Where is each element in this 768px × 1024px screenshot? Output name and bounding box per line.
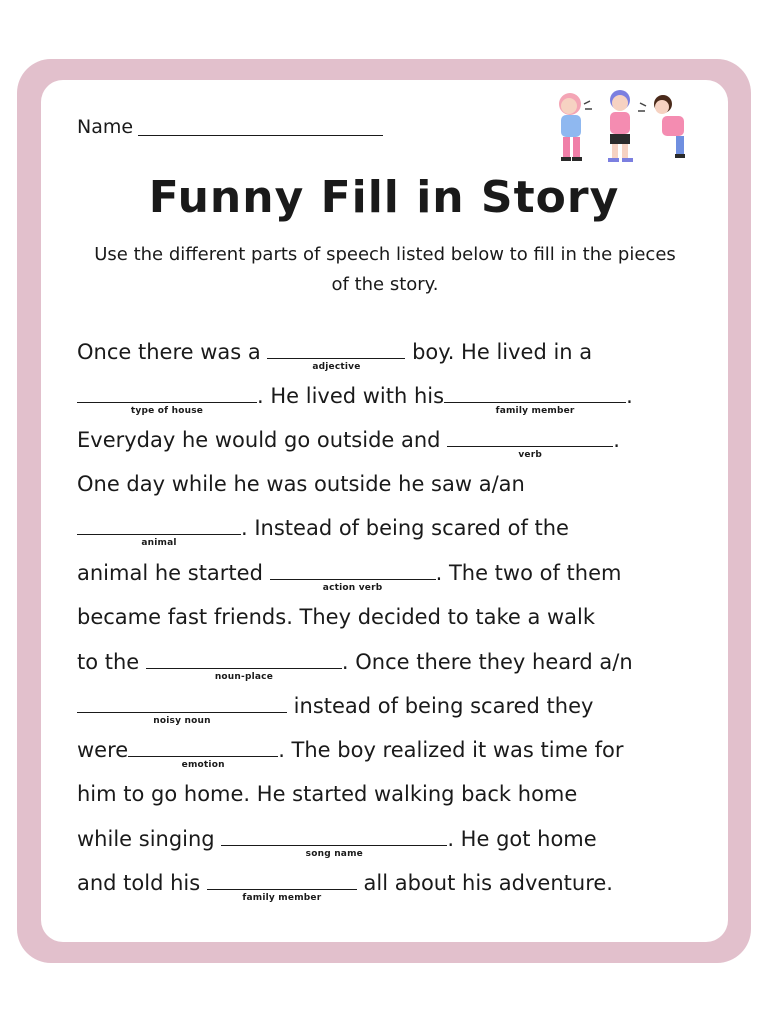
page-title: Funny Fill in Story: [148, 172, 620, 223]
story-line-6: animal he started action verb . The two of them: [77, 561, 622, 593]
blank-verb[interactable]: [447, 428, 613, 460]
blank-action-verb[interactable]: [270, 561, 436, 593]
hint-song-name: song name: [305, 849, 363, 859]
hint-action-verb: action verb: [322, 583, 383, 593]
blank-animal[interactable]: [77, 516, 241, 548]
blank-type-of-house[interactable]: [77, 384, 257, 416]
story-line-1: Once there was a adjective boy. He lived in a: [77, 340, 593, 372]
hint-adjective: adjective: [312, 362, 361, 372]
hint-type-of-house: type of house: [130, 406, 204, 416]
blank-song-name[interactable]: [221, 827, 447, 859]
blank-noisy-noun[interactable]: [77, 694, 287, 726]
story-line-8: to the noun-place . Once there they heard a/n: [77, 650, 633, 682]
three-kids-icon: [550, 86, 700, 168]
story-line-3: Everyday he would go outside and verb .: [77, 428, 620, 460]
story-line-4: One day while he was outside he saw a/an: [77, 472, 525, 496]
instructions: Use the different parts of speech listed below to fill in the pieces of the story.: [94, 244, 676, 295]
hint-family-member-1: family member: [495, 406, 575, 416]
blank-emotion[interactable]: [128, 738, 278, 770]
hint-emotion: emotion: [181, 760, 225, 770]
name-label: Name: [77, 116, 134, 138]
hint-family-member-2: family member: [242, 893, 322, 903]
hint-verb: verb: [518, 450, 543, 460]
story-line-7: became fast friends. They decided to take a walk: [77, 605, 596, 629]
story-line-9: noisy noun instead of being scared they: [77, 694, 593, 718]
story-line-11: him to go home. He started walking back home: [77, 782, 578, 806]
blank-adjective[interactable]: [267, 340, 405, 372]
blank-family-member-2[interactable]: [207, 871, 357, 903]
blank-family-member-1[interactable]: [444, 384, 626, 416]
hint-noisy-noun: noisy noun: [153, 716, 211, 726]
story-line-2: type of house . He lived with his family member .: [77, 384, 633, 408]
hint-animal: animal: [141, 538, 177, 548]
hint-noun-place: noun-place: [214, 672, 273, 682]
story-line-13: and told his family member all about his adventure.: [77, 871, 613, 903]
story-line-12: while singing song name . He got home: [77, 827, 597, 859]
name-blank-line[interactable]: [138, 135, 383, 136]
story-line-10: were emotion . The boy realized it was time for: [77, 738, 624, 770]
blank-noun-place[interactable]: [146, 650, 342, 682]
story-line-5: animal . Instead of being scared of the: [77, 516, 569, 540]
